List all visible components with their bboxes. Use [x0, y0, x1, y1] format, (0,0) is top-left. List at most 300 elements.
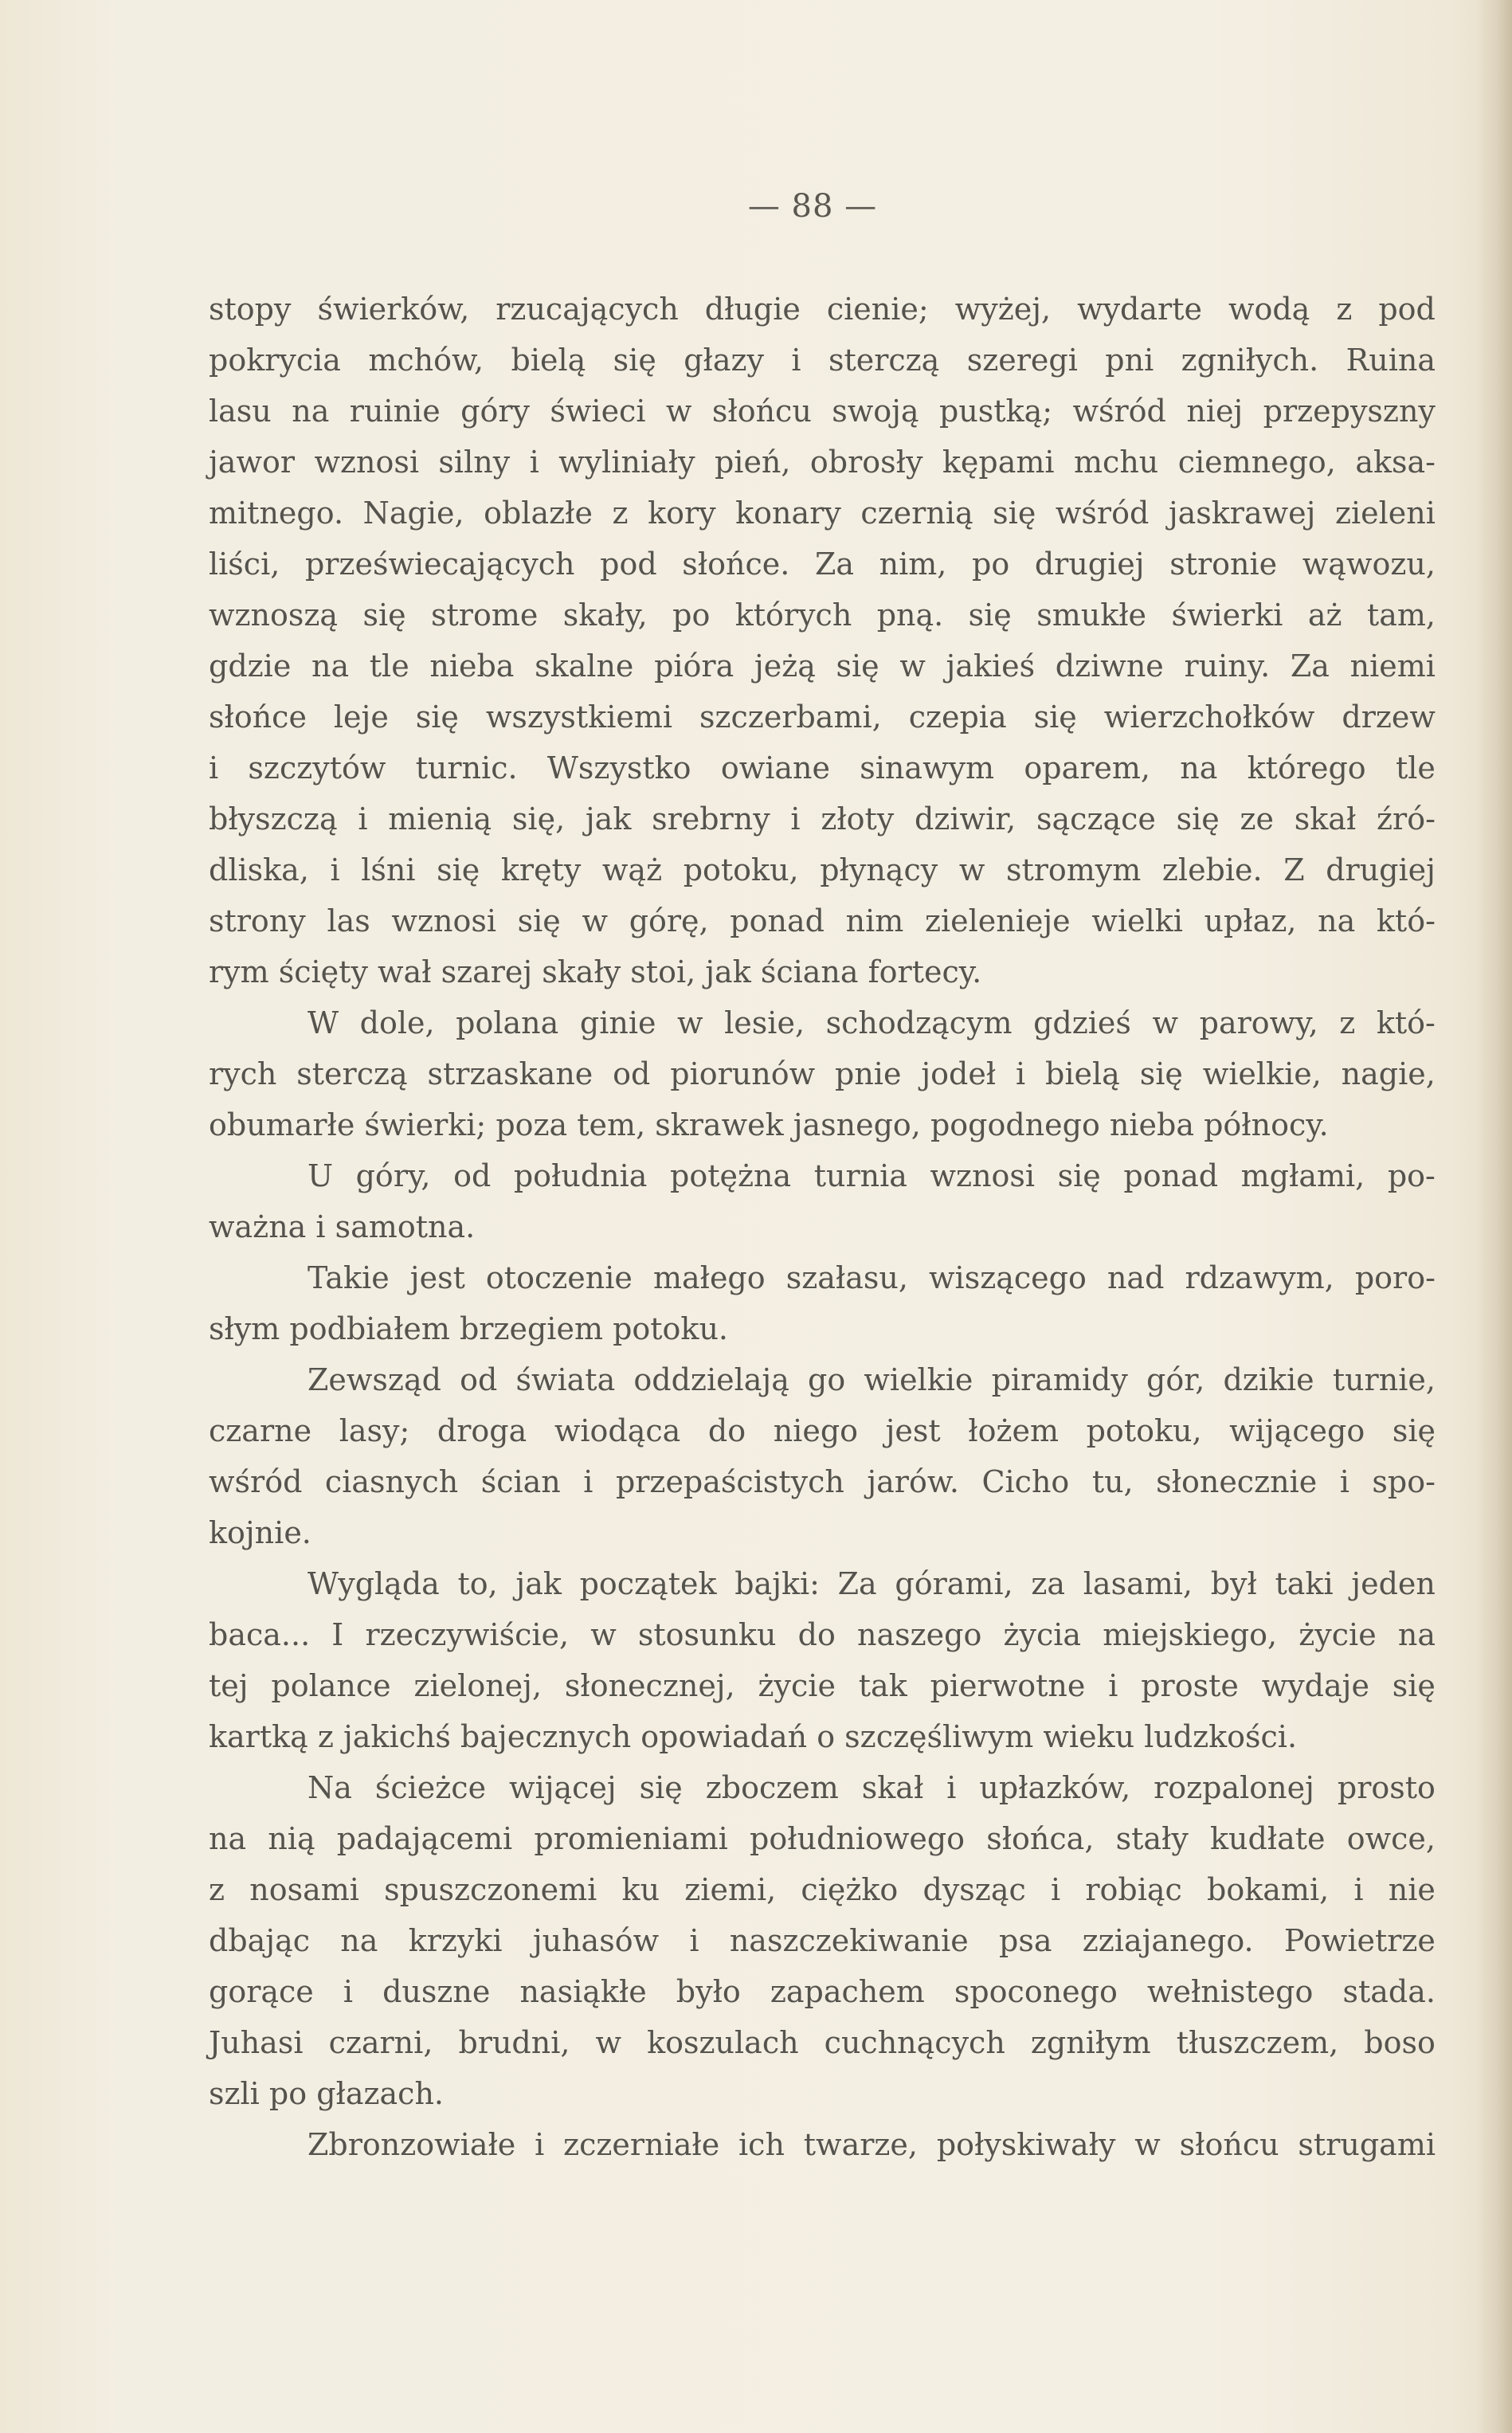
word: pustką; — [939, 394, 1053, 429]
word: tak — [858, 1668, 907, 1703]
word: przepyszny — [1263, 394, 1436, 429]
text-line — [209, 1354, 1436, 1405]
word: nim — [845, 903, 904, 938]
word: i — [1353, 1872, 1364, 1907]
word: dbając — [209, 1923, 311, 1958]
word: Zbronzowiałe — [307, 2127, 516, 2162]
word: ponad — [730, 903, 825, 938]
word: do — [707, 1413, 746, 1448]
word: i — [1050, 1872, 1061, 1907]
word: stały — [1115, 1821, 1189, 1856]
word: upłazków, — [979, 1770, 1131, 1805]
word: wijącego — [1229, 1413, 1365, 1448]
word: po — [972, 547, 1010, 582]
word: pień, — [714, 445, 791, 480]
word: za — [1031, 1566, 1066, 1601]
word: i — [583, 1464, 593, 1499]
word: stopy — [209, 292, 292, 327]
text-line — [209, 539, 1436, 590]
word: obrosły — [809, 445, 923, 480]
word: czernią — [860, 496, 973, 531]
word: górę, — [629, 903, 709, 938]
word: cuchnących — [824, 2025, 1005, 2060]
text-line — [209, 2119, 1436, 2170]
page-number: — 88 — — [747, 188, 878, 225]
word: świeci — [550, 394, 646, 429]
word: w — [899, 648, 926, 684]
word: szczytów — [248, 750, 386, 786]
word: z — [612, 496, 629, 531]
word: tej — [209, 1668, 249, 1703]
word: nieba — [429, 648, 515, 684]
word: piorunów — [670, 1056, 816, 1091]
word: się — [415, 699, 459, 735]
word: długie — [704, 292, 801, 327]
word: czarne — [209, 1413, 312, 1448]
word: Z — [1283, 852, 1305, 887]
text-line — [209, 2017, 1436, 2068]
word: i — [529, 445, 539, 480]
word: twarze, — [803, 2127, 918, 2162]
word: górami, — [895, 1566, 1013, 1601]
text-line — [209, 386, 1436, 437]
word: wyżej, — [954, 292, 1052, 327]
word: I — [331, 1617, 344, 1652]
word: spoconego — [954, 1974, 1118, 2009]
word: prosto — [1337, 1770, 1436, 1805]
word: było — [676, 1974, 741, 2009]
word: łożem — [968, 1413, 1060, 1448]
word: jak — [585, 801, 632, 836]
word: słońcu — [711, 394, 812, 429]
word: zczerniałe — [563, 2127, 720, 2162]
text-line — [209, 1048, 1436, 1099]
word: polana — [456, 1005, 559, 1040]
word: stada. — [1342, 1974, 1436, 2009]
word: spuszczonemi — [384, 1872, 597, 1907]
word: na — [340, 1923, 378, 1958]
word: błyszczą — [209, 801, 338, 836]
word: oparem, — [1024, 750, 1150, 786]
word: schodzącym — [825, 1005, 1013, 1040]
word: wierzchołków — [1103, 699, 1315, 735]
word: małego — [652, 1260, 766, 1295]
word: lasu — [209, 394, 272, 429]
word: juhasów — [532, 1923, 660, 1958]
word: strzaskane — [427, 1056, 593, 1091]
text-line — [209, 1813, 1436, 1864]
word: baca... — [209, 1617, 311, 1652]
word: się — [362, 597, 406, 633]
word: pokrycia — [209, 343, 341, 378]
text-line — [209, 1558, 1436, 1609]
word: nie — [1388, 1872, 1436, 1907]
word: kory — [648, 496, 716, 531]
word: i — [689, 1923, 699, 1958]
word: bielą — [511, 343, 586, 378]
word: jeden — [1351, 1566, 1436, 1601]
word: i — [791, 343, 801, 378]
word: wyliniały — [558, 445, 695, 480]
text-line — [209, 1660, 1436, 1711]
word: padającemi — [336, 1821, 513, 1856]
word: skał — [861, 1770, 924, 1805]
word: wśród — [1055, 496, 1150, 531]
word: sterczą — [828, 343, 940, 378]
word: go — [808, 1362, 846, 1397]
word: bielą — [1045, 1056, 1120, 1091]
word: słonecznej, — [564, 1668, 735, 1703]
word: w — [958, 852, 985, 887]
word: i — [535, 2127, 545, 2162]
word: się — [437, 852, 480, 887]
word: srebrny — [652, 801, 770, 836]
word: mienią — [388, 801, 492, 836]
word: aż — [1307, 597, 1342, 633]
word: i — [343, 1974, 354, 2009]
word: i — [946, 1770, 957, 1805]
text-line — [209, 1456, 1436, 1507]
word: kręty — [500, 852, 582, 887]
text-line — [209, 1150, 1436, 1201]
word: jawor — [209, 445, 296, 480]
word: słońca, — [986, 1821, 1095, 1856]
text-line: obumarłe świerki; poza tem, skrawek jasnego, pogodnego nieba północy. — [209, 1107, 1329, 1142]
word: zgniłym — [1030, 2025, 1151, 2060]
word: wijącej — [509, 1770, 617, 1805]
word: ścian — [480, 1464, 561, 1499]
word: szałasu, — [785, 1260, 908, 1295]
word: płynący — [820, 852, 938, 887]
word: rozpalonej — [1154, 1770, 1314, 1805]
word: których — [734, 597, 852, 633]
word: niemi — [1349, 648, 1436, 684]
word: południa — [513, 1158, 648, 1193]
word: szeregi — [966, 343, 1078, 378]
word: stosunku — [637, 1617, 777, 1652]
word: szczerbami, — [699, 699, 882, 735]
word: mchów, — [368, 343, 484, 378]
word: się — [1033, 699, 1077, 735]
word: polance — [271, 1668, 391, 1703]
word: otoczenie — [485, 1260, 633, 1295]
word: się — [1057, 1158, 1101, 1193]
word: psa — [999, 1923, 1052, 1958]
word: w — [1134, 2127, 1161, 2162]
word: gorące — [209, 1974, 314, 2009]
word: Ruina — [1346, 343, 1436, 378]
word: południowego — [750, 1821, 966, 1856]
word: na — [209, 1821, 247, 1856]
word: Cicho — [981, 1464, 1070, 1499]
word: tle — [1395, 750, 1436, 786]
word: zlebie. — [1161, 852, 1263, 887]
word: się — [517, 903, 561, 938]
word: życia — [1003, 1617, 1082, 1652]
text-line — [209, 335, 1436, 386]
word: drzew — [1342, 699, 1436, 735]
word: skały, — [562, 597, 648, 633]
word: ciężko — [801, 1872, 899, 1907]
word: potężna — [670, 1158, 792, 1193]
word: w — [677, 1005, 703, 1040]
word: drugiej — [1034, 547, 1145, 582]
word: konary — [735, 496, 841, 531]
word: połyskiwały — [936, 2127, 1116, 2162]
word: dzikie — [1223, 1362, 1314, 1397]
word: mgłami, — [1240, 1158, 1365, 1193]
word: turnie, — [1332, 1362, 1436, 1397]
word: któ- — [1376, 1005, 1436, 1040]
word: strony — [209, 903, 306, 938]
word: W — [307, 1005, 339, 1040]
word: wielkie — [864, 1362, 973, 1397]
word: początek — [579, 1566, 717, 1601]
word: proste — [1141, 1668, 1239, 1703]
word: tu, — [1091, 1464, 1134, 1499]
word: wąwozu, — [1302, 547, 1436, 582]
word: słonecznie — [1156, 1464, 1318, 1499]
word: zboczem — [705, 1770, 839, 1805]
word: ich — [738, 2127, 785, 2162]
word: wiodąca — [554, 1413, 681, 1448]
word: wąż — [601, 852, 663, 887]
word: bajki: — [734, 1566, 820, 1601]
word: wszystkiemi — [485, 699, 673, 735]
word: skał — [1294, 801, 1357, 836]
word: od — [453, 1158, 492, 1193]
word: się — [613, 343, 656, 378]
word: strome — [431, 597, 539, 633]
word: wodą — [1228, 292, 1310, 327]
word: z — [1336, 292, 1353, 327]
word: ginie — [579, 1005, 656, 1040]
word: kępami — [942, 445, 1055, 480]
word: i — [1108, 1668, 1118, 1703]
word: złoty — [821, 801, 895, 836]
word: wiszącego — [929, 1260, 1087, 1295]
word: sączące — [1036, 801, 1156, 836]
word: robiąc — [1085, 1872, 1182, 1907]
word: swoją — [832, 394, 919, 429]
word: się — [1176, 801, 1220, 836]
word: tle — [369, 648, 409, 684]
word: lasy; — [339, 1413, 410, 1448]
word: pod — [600, 547, 657, 582]
word: źró- — [1377, 801, 1436, 836]
word: jakieś — [946, 648, 1036, 684]
text-line — [209, 1252, 1436, 1303]
word: rzucających — [496, 292, 679, 327]
body-text — [209, 284, 1436, 2170]
word: dole, — [359, 1005, 435, 1040]
text-line — [209, 895, 1436, 946]
word: lśni — [361, 852, 416, 887]
word: silny — [438, 445, 511, 480]
word: ścieżce — [374, 1770, 487, 1805]
word: świerki — [1171, 597, 1283, 633]
word: na — [311, 648, 350, 684]
word: wznosi — [314, 445, 419, 480]
word: rzeczywiście, — [365, 1617, 570, 1652]
text-line — [209, 793, 1436, 844]
word: koszulach — [647, 2025, 799, 2060]
word: na — [1397, 1617, 1436, 1652]
word: las — [327, 903, 370, 938]
text-line — [209, 1915, 1436, 1966]
word: na — [1318, 903, 1356, 938]
word: góry — [460, 394, 530, 429]
text-line: ważna i samotna. — [209, 1209, 476, 1244]
text-line — [209, 997, 1436, 1048]
word: wznosi — [391, 903, 496, 938]
word: ze — [1240, 801, 1275, 836]
word: jest — [885, 1413, 941, 1448]
word: się, — [511, 801, 566, 836]
word: Na — [307, 1770, 352, 1805]
word: w — [665, 394, 692, 429]
word: gdzie — [209, 648, 292, 684]
text-line — [209, 437, 1436, 488]
word: oblazłe — [484, 496, 593, 531]
word: dziwir, — [915, 801, 1016, 836]
word: naszego — [857, 1617, 982, 1652]
word: ruiny. — [1184, 648, 1271, 684]
word: po- — [1387, 1158, 1436, 1193]
word: tłuszczem, — [1176, 2025, 1339, 2060]
word: drugiej — [1326, 852, 1436, 887]
word: wydaje — [1261, 1668, 1369, 1703]
word: ku — [621, 1872, 660, 1907]
word: był — [1210, 1566, 1257, 1601]
word: czarni, — [328, 2025, 433, 2060]
word: jodeł — [921, 1056, 997, 1091]
word: Za — [1290, 648, 1330, 684]
word: Wygląda — [307, 1566, 440, 1601]
word: stromym — [1005, 852, 1142, 887]
word: parowy, — [1199, 1005, 1318, 1040]
word: potoku, — [683, 852, 799, 887]
word: zgniłych. — [1181, 343, 1319, 378]
word: głazy — [684, 343, 765, 378]
word: Juhasi — [209, 2025, 304, 2060]
word: przepaścistych — [615, 1464, 844, 1499]
word: się — [968, 597, 1012, 633]
word: się — [1139, 1056, 1183, 1091]
text-line — [209, 1609, 1436, 1660]
word: mchu — [1074, 445, 1159, 480]
word: gdzieś — [1033, 1005, 1131, 1040]
word: ciasnych — [324, 1464, 459, 1499]
word: się — [639, 1770, 683, 1805]
word: i — [790, 801, 801, 836]
word: oddzielają — [633, 1362, 789, 1397]
word: smukłe — [1036, 597, 1147, 633]
word: jest — [409, 1260, 465, 1295]
word: życie — [1299, 1617, 1377, 1652]
word: ruinie — [349, 394, 441, 429]
word: kudłate — [1209, 1821, 1326, 1856]
word: i — [330, 852, 340, 887]
word: nosami — [249, 1872, 359, 1907]
word: wielkie, — [1202, 1056, 1322, 1091]
word: jaskrawej — [1168, 496, 1316, 531]
word: Takie — [307, 1260, 390, 1295]
word: upłaz, — [1204, 903, 1297, 938]
word: stronie — [1169, 547, 1278, 582]
word: droga — [437, 1413, 527, 1448]
word: wśród — [209, 1464, 303, 1499]
word: tam, — [1366, 597, 1436, 633]
word: potoku, — [1086, 1413, 1202, 1448]
word: owce, — [1346, 1821, 1436, 1856]
word: w — [582, 903, 609, 938]
word: krzyki — [408, 1923, 503, 1958]
word: w — [590, 1617, 617, 1652]
text-line — [209, 590, 1436, 641]
word: jeżą — [754, 648, 816, 684]
word: i — [209, 750, 219, 786]
text-line — [209, 1864, 1436, 1915]
word: pnie — [835, 1056, 902, 1091]
word: Za — [837, 1566, 877, 1601]
word: wznoszą — [209, 597, 339, 633]
word: dysząc — [922, 1872, 1026, 1907]
word: po — [672, 597, 711, 633]
word: wydarte — [1077, 292, 1202, 327]
word: od — [613, 1056, 651, 1091]
word: się — [1392, 1668, 1436, 1703]
word: jak — [515, 1566, 562, 1601]
word: w — [595, 2025, 622, 2060]
word: na — [292, 394, 330, 429]
word: pną. — [876, 597, 944, 633]
text-line: kartką z jakichś bajecznych opowiadań o szczęśliwym wieku ludzkości. — [209, 1719, 1298, 1754]
word: zielonej, — [413, 1668, 543, 1703]
text-line: rym ścięty wał szarej skały stoi, jak ściana fortecy. — [209, 954, 982, 989]
word: nad — [1107, 1260, 1165, 1295]
word: cienie; — [826, 292, 929, 327]
word: wznosi — [930, 1158, 1036, 1193]
word: leje — [333, 699, 389, 735]
word: Powietrze — [1283, 1923, 1436, 1958]
word: zielenieje — [924, 903, 1071, 938]
word: góry, — [355, 1158, 431, 1193]
word: sterczą — [296, 1056, 408, 1091]
word: ziemi, — [684, 1872, 777, 1907]
word: taki — [1275, 1566, 1334, 1601]
word: się — [1392, 1413, 1436, 1448]
text-line: szli po głazach. — [209, 2076, 445, 2111]
word: niej — [1186, 394, 1244, 429]
word: Nagie, — [362, 496, 464, 531]
text-line — [209, 488, 1436, 539]
page-edge-shadow — [1475, 0, 1512, 2433]
word: pióra — [654, 648, 734, 684]
word: wełnistego — [1146, 1974, 1314, 2009]
word: świata — [515, 1362, 616, 1397]
word: zziajanego. — [1082, 1923, 1254, 1958]
word: i — [1339, 1464, 1349, 1499]
word: U — [307, 1158, 334, 1193]
word: turnia — [813, 1158, 907, 1193]
text-line: kojnie. — [209, 1515, 311, 1550]
word: w — [1152, 1005, 1179, 1040]
text-line — [209, 692, 1436, 742]
word: zieleni — [1334, 496, 1436, 531]
word: skalne — [535, 648, 634, 684]
text-line — [209, 742, 1436, 793]
